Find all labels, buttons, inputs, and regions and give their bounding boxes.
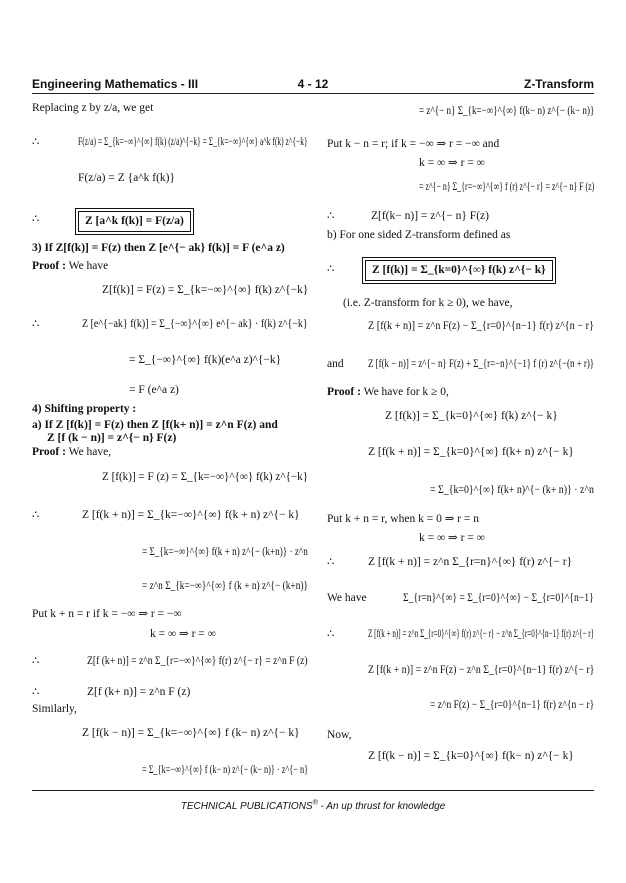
- publisher-tagline: - An up thrust for knowledge: [317, 801, 446, 812]
- left-column-line: Z [f(k)] = F (z) = Σ_{k=−∞}^{∞} f(k) z^{−k}: [102, 471, 309, 483]
- left-column-line: ∴: [32, 318, 40, 330]
- right-column-line: ∴: [327, 210, 335, 222]
- left-column-line: a) If Z [f(k)] = F(z) then Z [f(k+ n)] = z^n F(z) and: [32, 419, 278, 431]
- right-column-line: = z^{− n} Σ_{r=−∞}^{∞} f (r) z^{− r} = z^{− n} F (z): [419, 181, 595, 193]
- page-number: 4 - 12: [297, 77, 329, 91]
- left-column-line: Z [f(k + n)] = Σ_{k=−∞}^{∞} f(k + n) z^{− k}: [82, 509, 300, 521]
- registered-mark: ®: [312, 799, 318, 807]
- right-column-line: (i.e. Z-transform for k ≥ 0), we have,: [343, 297, 513, 309]
- right-column-line: = z^{− n} Σ_{k=−∞}^{∞} f(k− n) z^{− (k− n)}: [419, 105, 595, 117]
- left-column-line: Proof : We have,: [32, 446, 112, 458]
- left-column-line: Z[f (k+ n)] = z^n Σ_{r=−∞}^{∞} f(r) z^{− r} = z^n F (z): [87, 655, 308, 667]
- right-column-line: Σ_{r=n}^{∞} = Σ_{r=0}^{∞} − Σ_{r=0}^{n−1}: [403, 592, 594, 604]
- left-column-line: F(z/a) = Σ_{k=−∞}^{∞} f(k) (z/a)^{−k} = Σ_{k=−∞}^{∞} a^k f(k) z^{−k}: [78, 136, 308, 148]
- right-column-line: k = ∞ ⇒ r = ∞: [419, 157, 485, 169]
- right-column-line: Z [f(k + n)] = z^n F(z) − z^n Σ_{r=0}^{n−1} f(r) z^{− r}: [368, 664, 595, 676]
- header-rule: [32, 93, 594, 94]
- right-column-line: Z [f(k + n)] = Σ_{k=0}^{∞} f(k+ n) z^{− k}: [368, 446, 574, 458]
- left-column-line: ∴: [32, 509, 40, 521]
- right-column-line: Z [f(k)] = Σ_{k=0}^{∞} f(k) z^{− k}: [385, 410, 558, 422]
- left-column-line: k = ∞ ⇒ r = ∞: [150, 628, 216, 640]
- right-column-line: ∴: [327, 556, 335, 568]
- footer-rule: [32, 790, 594, 791]
- left-column-line: ∴: [32, 213, 40, 225]
- left-column-line: = Σ_{k=−∞}^{∞} f(k + n) z^{− (k+n)} · z^n: [142, 546, 308, 558]
- right-column-line: k = ∞ ⇒ r = ∞: [419, 532, 485, 544]
- right-column-line: b) For one sided Z-transform defined as: [327, 229, 511, 241]
- right-column-line: ∴: [327, 263, 335, 275]
- right-column-line: and: [327, 358, 344, 370]
- chapter-title: Z-Transform: [523, 77, 594, 91]
- right-column-line: = Σ_{k=0}^{∞} f(k+ n)^{− (k+ n)} · z^n: [430, 484, 594, 496]
- right-column-line: Z [f(k + n)] = z^n F(z) − Σ_{r=0}^{n−1} f(r) z^{n − r}: [368, 320, 595, 332]
- left-column-line: Put k + n = r if k = −∞ ⇒ r = −∞: [32, 608, 182, 620]
- right-column-boxed-formula: Z [f(k)] = Σ_{k=0}^{∞} f(k) z^{− k}: [365, 260, 553, 281]
- left-column-line: Proof : We have: [32, 260, 109, 272]
- right-column-line: Z[f(k− n)] = z^{− n} F(z): [371, 210, 489, 222]
- right-column-line: Now,: [327, 729, 352, 741]
- right-column-line: Z [f(k + n)] = z^n Σ_{r=0}^{∞} f(r) z^{− r} − z^n Σ_{r=0}^{n−1} f(r) z^{− r}: [368, 628, 595, 640]
- left-column-line: = Σ_{k=−∞}^{∞} f (k− n) z^{− (k− n)} · z^{− n}: [142, 764, 309, 776]
- left-column-line: Z [f (k − n)] = z^{− n} F(z): [47, 432, 177, 444]
- publisher-name: TECHNICAL PUBLICATIONS: [180, 801, 313, 812]
- left-column-line: ∴: [32, 655, 40, 667]
- right-column-line: Proof : We have for k ≥ 0,: [327, 386, 449, 398]
- page-footer: [0, 801, 626, 812]
- right-column-line: ∴: [327, 628, 335, 640]
- right-column-line: Z [f(k − n)] = Σ_{k=0}^{∞} f(k− n) z^{− k}: [368, 750, 574, 762]
- left-column-line: F(z/a) = Z {a^k f(k)}: [78, 172, 175, 184]
- right-column-line: Put k − n = r; if k = −∞ ⇒ r = −∞ and: [327, 138, 500, 150]
- left-column-line: = Σ_{−∞}^{∞} f(k)(e^a z)^{−k}: [129, 354, 282, 366]
- right-column-line: We have: [327, 592, 367, 604]
- left-column-line: = F (e^a z): [129, 384, 179, 396]
- left-column-line: Z[f (k+ n)] = z^n F (z): [87, 686, 191, 698]
- left-column-line: = z^n Σ_{k=−∞}^{∞} f (k + n) z^{− (k+n)}: [142, 580, 308, 592]
- right-column-line: = z^n F(z) − Σ_{r=0}^{n−1} f(r) z^{n − r}: [430, 699, 595, 711]
- left-column-boxed-formula: Z [a^k f(k)] = F(z/a): [78, 211, 191, 232]
- left-column-line: ∴: [32, 686, 40, 698]
- left-column-line: 4) Shifting property :: [32, 403, 137, 415]
- right-column-line: Put k + n = r, when k = 0 ⇒ r = n: [327, 513, 480, 525]
- page-header: [32, 77, 594, 91]
- left-column-line: ∴: [32, 136, 40, 148]
- left-column-line: Z [f(k − n)] = Σ_{k=−∞}^{∞} f (k− n) z^{− k}: [82, 727, 300, 739]
- left-column-line: Replacing z by z/a, we get: [32, 102, 154, 114]
- right-column-line: Z [f(k − n)] = z^{− n} F(z) + Σ_{r=−n}^{−1} f (r) z^{−(n + r)}: [368, 358, 595, 370]
- left-column-line: Z[f(k)] = F(z) = Σ_{k=−∞}^{∞} f(k) z^{−k}: [102, 284, 309, 296]
- left-column-line: 3) If Z[f(k)] = F(z) then Z [e^{− ak} f(k)] = F (e^a z): [32, 242, 285, 254]
- left-column-line: Similarly,: [32, 703, 77, 715]
- book-title: Engineering Mathematics - III: [32, 77, 199, 91]
- left-column-line: Z [e^{−ak} f(k)] = Σ_{−∞}^{∞} e^{− ak} · f(k) z^{−k}: [82, 318, 308, 330]
- right-column-line: Z [f(k + n)] = z^n Σ_{r=n}^{∞} f(r) z^{− r}: [368, 556, 573, 568]
